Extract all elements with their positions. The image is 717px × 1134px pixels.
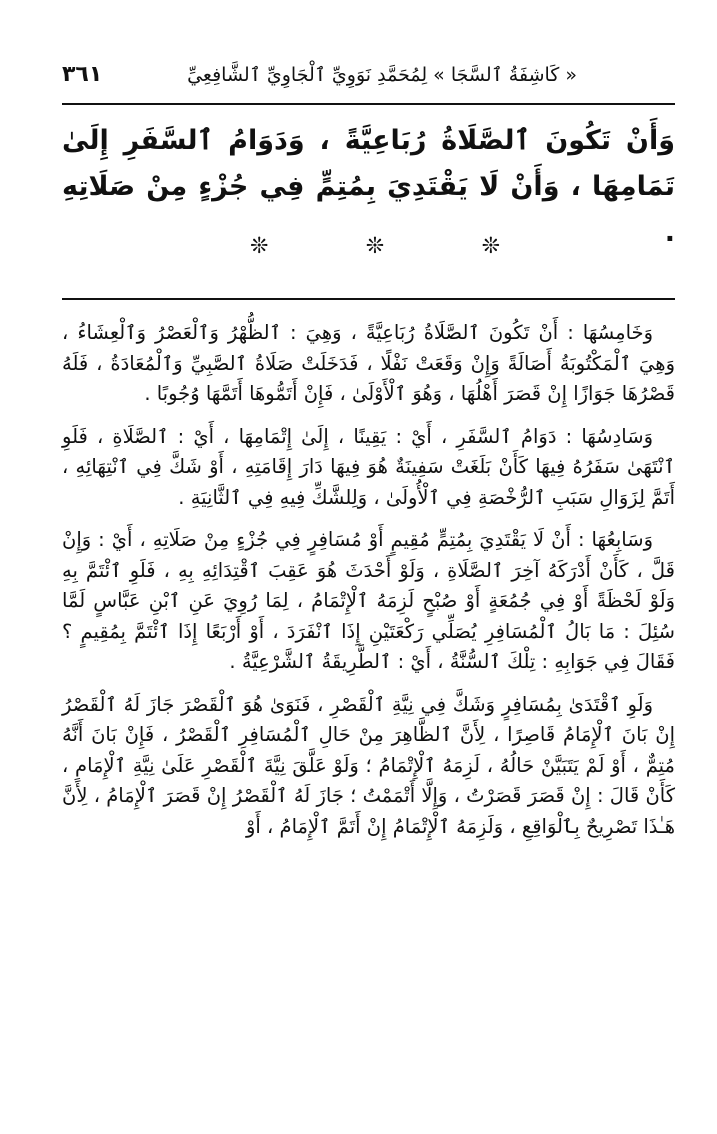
commentary-paragraph: وَسَابِعُهَا : أَنْ لَا يَقْتَدِيَ بِمُتِمٍّ مُقِيمٍ أَوْ مُسَافِرٍ فِي جُزْءٍ مِنْ صَلَاتِهِ ، أَيْ : وَإِنْ قَلَّ ، كَأَنْ أَدْرَكَهُ آخِرَ ٱلصَّلَاةِ ، وَلَوْ أَحْدَثَ هُوَ عَقِبَ ٱقْتِدَائِهِ بِهِ ، فَلَوِ ٱئْتَمَّ بِهِ وَلَوْ لَحْظَةً أَوْ فِي جُمُعَةٍ أَوْ صُبْحٍ لَزِمَهُ ٱلْإِتْمَامُ ، لِمَا رُوِيَ عَنِ ٱبْنِ عَبَّاسٍ لَمَّا سُئِلَ : مَا بَالُ ٱلْمُسَافِرِ يُصَلِّي رَكْعَتَيْنِ إِذَا ٱنْفَرَدَ ، أَوْ أَرْبَعًا إِذَا ٱئْتَمَّ بِمُقِيمٍ ؟ فَقَالَ فِي جَوَابِهِ : تِلْكَ ٱلسُّنَّةُ ، أَيْ : ٱلطَّرِيقَةُ ٱلشَّرْعِيَّةُ . (62, 528, 675, 673)
asterism-ornament-icon: ❊ (365, 234, 385, 259)
header-rule (62, 103, 675, 105)
page-number: ٣٦١ (62, 62, 103, 87)
commentary-paragraph: وَلَوِ ٱقْتَدَىٰ بِمُسَافِرٍ وَشَكَّ فِي نِيَّةِ ٱلْقَصْرِ ، فَنَوَىٰ هُوَ ٱلْقَصْرَ جَازَ لَهُ ٱلْقَصْرُ إِنْ بَانَ ٱلْإِمَامُ قَاصِرًا ، لِأَنَّ ٱلظَّاهِرَ مِنْ حَالِ ٱلْمُسَافِرِ ٱلْقَصْرُ ، فَإِنْ بَانَ أَنَّهُ مُتِمٌّ ، أَوْ لَمْ يَتَبَيَّنْ حَالُهُ ، لَزِمَهُ ٱلْإِتْمَامُ ؛ وَلَوْ عَلَّقَ نِيَّةَ ٱلْقَصْرِ عَلَىٰ نِيَّةِ ٱلْإِمَامِ ، كَأَنْ قَالَ : إِنْ قَصَرَ قَصَرْتُ ، وَإِلَّا أَتْمَمْتُ ؛ جَازَ لَهُ ٱلْقَصْرُ إِنْ قَصَرَ ٱلْإِمَامُ ، لِأَنَّ هَـٰذَا تَصْرِيحٌ بِٱلْوَاقِعِ ، وَلَزِمَهُ ٱلْإِتْمَامُ إِنْ أَتَمَّ ٱلْإِمَامُ ، أَوْ (62, 692, 675, 838)
asterism-ornament-icon: ❊ (250, 234, 269, 259)
section-divider (62, 298, 675, 300)
commentary-paragraph: وَخَامِسُهَا : أَنْ تَكُونَ ٱلصَّلَاةُ رُبَاعِيَّةً ، وَهِيَ : ٱلظُّهْرُ وَٱلْعَصْرُ وَٱلْعِشَاءُ ، وَهِيَ ٱلْمَكْتُوبَةُ أَصَالَةً وَإِنْ وَقَعَتْ نَفْلًا ، فَدَخَلَتْ صَلَاةُ ٱلصَّبِيِّ وَٱلْمُعَادَةُ ، فَلَهُ قَصْرُهَا جَوَازًا إِنْ قَصَرَ أَهْلُهَا ، وَهُوَ ٱلْأَوْلَىٰ ، فَإِنْ أَتَمُّوهَا أَتَمَّهَا وُجُوبًا . (62, 321, 675, 405)
commentary (62, 318, 675, 854)
commentary-paragraph: وَسَادِسُهَا : دَوَامُ ٱلسَّفَرِ ، أَيْ : يَقِينًا ، إِلَىٰ إِتْمَامِهَا ، أَيْ : ٱلصَّلَاةِ ، فَلَوِ ٱنْتَهَىٰ سَفَرُهُ فِيهَا كَأَنْ بَلَغَتْ سَفِينَةٌ هُوَ فِيهَا دَارَ إِقَامَتِهِ ، أَوْ شَكَّ فِي ٱنْتِهَائِهِ ، أَتَمَّ لِزَوَالِ سَبَبِ ٱلرُّخْصَةِ فِي ٱلْأُولَىٰ ، وَلِلشَّكِّ فِيهِ فِي ٱلثَّانِيَةِ . (62, 424, 675, 509)
asterism-ornament-icon: ❊ (481, 234, 500, 259)
running-title: « كَاشِفَةُ ٱلسَّجَا » لِمُحَمَّدِ نَوَوِيِّ ٱلْجَاوِيِّ ٱلشَّافِعِيِّ (187, 64, 577, 86)
running-head (62, 62, 672, 96)
ornament-row (250, 234, 500, 264)
matn-text: وَأَنْ تَكُونَ ٱلصَّلَاةُ رُبَاعِيَّةً ، وَدَوَامُ ٱلسَّفَرِ إِلَىٰ تَمَامِهَا ، وَأَنْ لَا يَقْتَدِيَ بِمُتِمٍّ فِي جُزْءٍ مِنْ صَلَاتِهِ . (62, 125, 675, 248)
